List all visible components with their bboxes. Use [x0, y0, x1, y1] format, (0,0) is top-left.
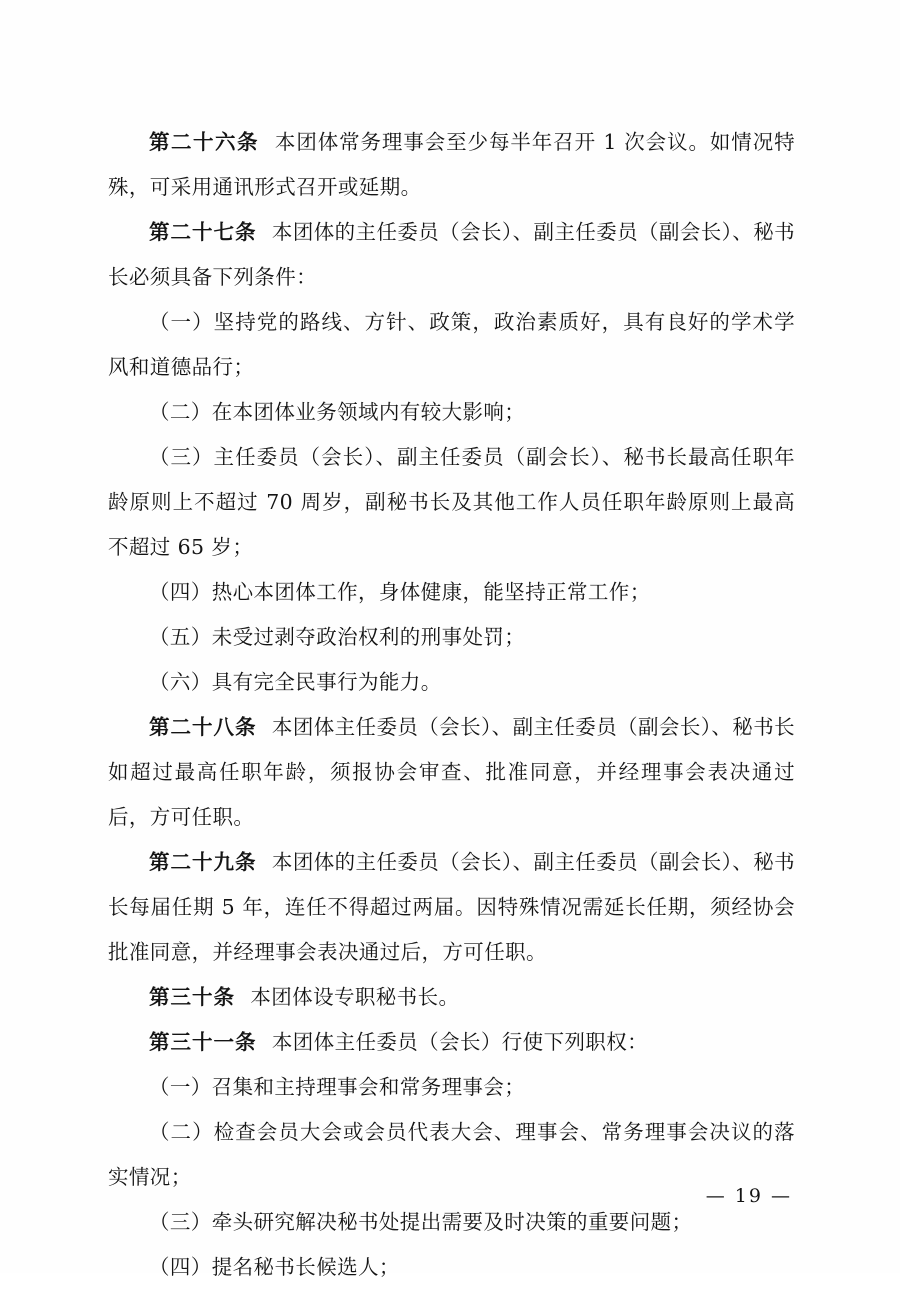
paragraph — [108, 1020, 795, 1065]
paragraph — [108, 660, 795, 705]
paragraph — [108, 120, 795, 210]
paragraph-text: 本团体的主任委员（会长）、副主任委员（副会长）、秘书长必须具备下列条件： — [108, 220, 796, 289]
article-label: 第二十九条 — [149, 850, 257, 874]
paragraph-text: （一）召集和主持理事会和常务理事会； — [149, 1075, 526, 1099]
paragraph-text: 本团体设专职秘书长。 — [250, 985, 460, 1009]
paragraph-text: 本团体常务理事会至少每半年召开 1 次会议。如情况特殊，可采用通讯形式召开或延期。 — [108, 130, 795, 199]
paragraph-text: 本团体主任委员（会长）行使下列职权： — [271, 1030, 649, 1054]
paragraph-text: （三）牵头研究解决秘书处提出需要及时决策的重要问题； — [149, 1210, 693, 1234]
paragraph — [108, 300, 795, 390]
paragraph-text: （三）主任委员（会长）、副主任委员（副会长）、秘书长最高任职年龄原则上不超过 70 周岁，副秘书长及其他工作人员任职年龄原则上最高不超过 65 岁； — [108, 445, 795, 559]
paragraph — [108, 1110, 795, 1200]
paragraph-text: 本团体的主任委员（会长）、副主任委员（副会长）、秘书长每届任期 5 年，连任不得超过两届。因特殊情况需延长任期，须经协会批准同意，并经理事会表决通过后，方可任职。 — [108, 850, 796, 964]
paragraph-text: （五）未受过剥夺政治权利的刑事处罚； — [149, 625, 526, 649]
paragraph — [108, 435, 795, 570]
paragraph-text: （二）在本团体业务领域内有较大影响； — [149, 400, 526, 424]
paragraph — [108, 1200, 795, 1245]
paragraph-text: （一）坚持党的路线、方针、政策，政治素质好，具有良好的学术学风和道德品行； — [108, 310, 795, 379]
paragraph-text: （四）提名秘书长候选人； — [149, 1255, 400, 1279]
paragraph-text: 本团体主任委员（会长）、副主任委员（副会长）、秘书长如超过最高任职年龄，须报协会审查、批准同意，并经理事会表决通过后，方可任职。 — [108, 715, 796, 829]
paragraph-text: （二）检查会员大会或会员代表大会、理事会、常务理事会决议的落实情况； — [108, 1120, 795, 1189]
paragraph — [108, 615, 795, 660]
paragraph-text: （六）具有完全民事行为能力。 — [149, 670, 442, 694]
article-label: 第三十一条 — [149, 1030, 257, 1054]
paragraph — [108, 210, 795, 300]
paragraph — [108, 840, 795, 975]
paragraph — [108, 1065, 795, 1110]
paragraph — [108, 390, 795, 435]
article-label: 第二十七条 — [149, 220, 257, 244]
paragraph — [108, 705, 795, 840]
paragraph — [108, 975, 795, 1020]
paragraph — [108, 1245, 795, 1290]
page-number: — 19 — — [705, 1185, 792, 1207]
article-label: 第二十八条 — [149, 715, 257, 739]
article-label: 第二十六条 — [149, 130, 260, 154]
article-label: 第三十条 — [149, 985, 235, 1009]
paragraph-text: （四）热心本团体工作，身体健康，能坚持正常工作； — [149, 580, 651, 604]
document-body — [108, 120, 795, 1290]
paragraph — [108, 570, 795, 615]
